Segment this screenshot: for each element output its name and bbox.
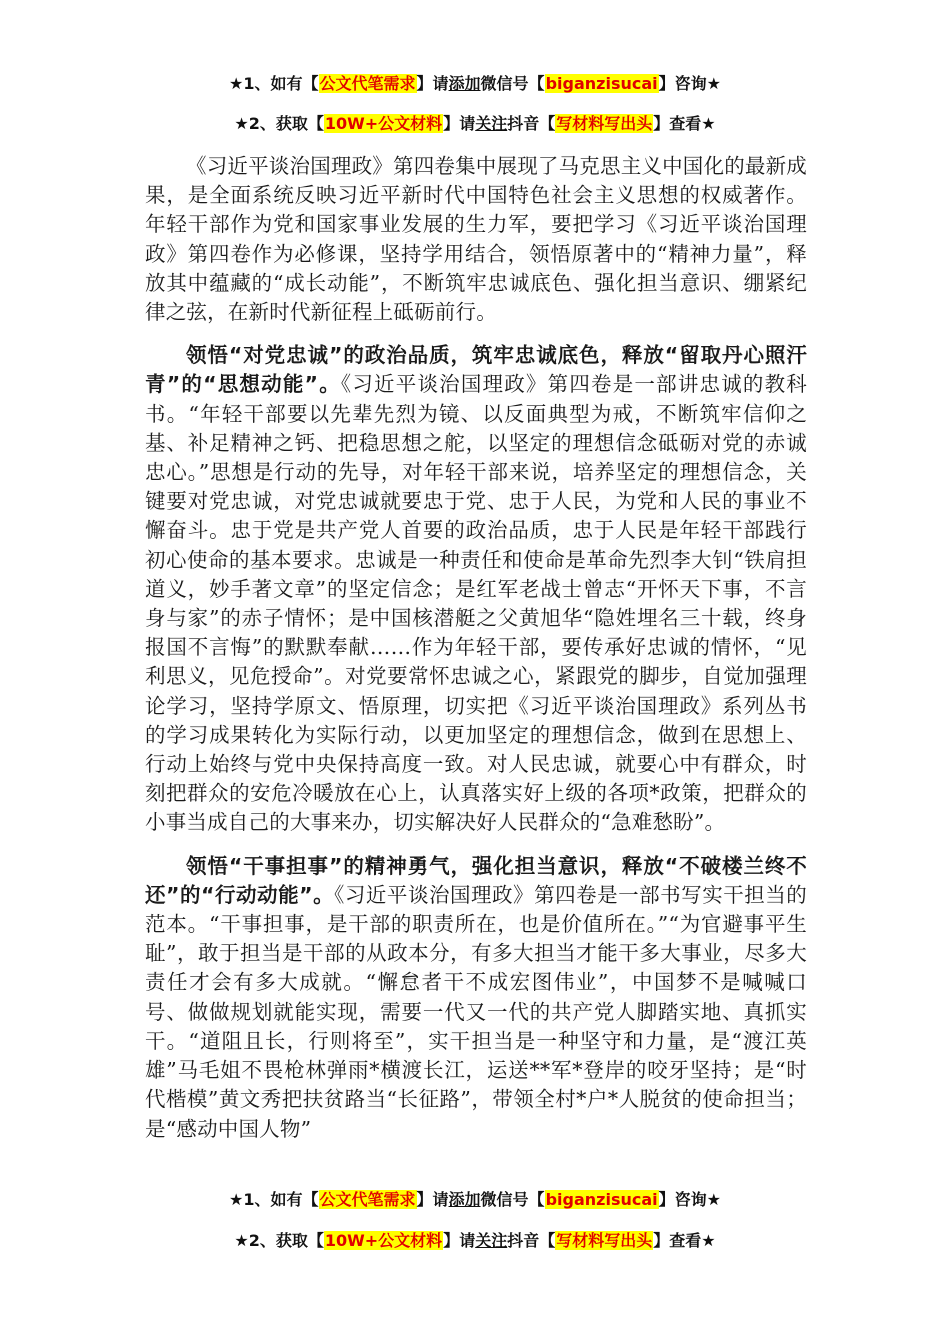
banner-highlight: 10W+公文材料 <box>324 114 443 133</box>
bottom-banner-line-1 <box>0 1187 950 1210</box>
paragraph-responsibility <box>145 852 807 1144</box>
paragraph-lead: 领悟“对党忠诚”的政治品质，筑牢忠诚底色，释放“留取丹心照汗青”的“思想动能”。 <box>145 343 807 397</box>
banner-underline: 关注 <box>475 1231 508 1250</box>
banner-text: ★2、获取【 <box>234 114 324 133</box>
banner-underline: 添加 <box>448 1190 481 1209</box>
banner-text: 微信号【 <box>480 1190 545 1209</box>
paragraph-text: 《习近平谈治国理政》第四卷是一部书写实干担当的范本。“干事担事，是干部的职责所在，也是价值所在。”“为官避事平生耻”，敢于担当是干部的从政本分，有多大担当才能干多大事业，尽多大责任才会有多大成就。“懈怠者干不成宏图伟业”，中国梦不是喊喊口号、做做规划就能实现，需要一代又一代的共产党人脚踏实地、真抓实干。“道阻且长，行则将至”，实干担当是一种坚守和力量，是“渡江英雄”马毛姐不畏枪林弹雨*横渡长江，运送**军*登岸的咬牙坚持；是“时代楷模”黄文秀把扶贫路当“长征路”，带领全村*户*人脱贫的使命担当；是“感动中国人物” <box>145 882 807 1141</box>
banner-underline: 添加 <box>448 74 481 93</box>
top-banner-line-1 <box>0 71 950 94</box>
banner-text: 】请 <box>416 1190 449 1209</box>
banner-text: 抖音【 <box>507 1231 556 1250</box>
banner-text: 】请 <box>443 1231 476 1250</box>
banner-highlight: 10W+公文材料 <box>324 1231 443 1250</box>
banner-underline: 关注 <box>475 114 508 133</box>
banner-text: 】咨询★ <box>658 74 721 93</box>
paragraph-intro: 《习近平谈治国理政》第四卷集中展现了马克思主义中国化的最新成果，是全面系统反映习近平新时代中国特色社会主义思想的权威著作。年轻干部作为党和国家事业发展的生力军，要把学习《习近平谈治国理政》第四卷作为必修课，坚持学用结合，领悟原著中的“精神力量”，释放其中蕴藏的“成长动能”，不断筑牢忠诚底色、强化担当意识、绷紧纪律之弦，在新时代新征程上砥砺前行。 <box>145 154 807 325</box>
bottom-banner-line-2 <box>0 1228 950 1251</box>
paragraph-text: 《习近平谈治国理政》第四卷是一部讲忠诚的教科书。“年轻干部要以先辈先烈为镜、以反面典型为戒，不断筑牢信仰之基、补足精神之钙、把稳思想之舵，以坚定的理想信念砥砺对党的赤诚忠心。”思想是行动的先导，对年轻干部来说，培养坚定的理想信念，关键要对党忠诚，对党忠诚就要忠于党、忠于人民，为党和人民的事业不懈奋斗。忠于党是共产党人首要的政治品质，忠于人民是年轻干部践行初心使命的基本要求。忠诚是一种责任和使命是革命先烈李大钊“铁肩担道义，妙手著文章”的坚定信念；是红军老战士曾志“开怀天下事，不言身与家”的赤子情怀；是中国核潜艇之父黄旭华“隐姓埋名三十载，终身报国不言悔”的默默奉献……作为年轻干部，要传承好忠诚的情怀，“见利思义，见危授命”。对党要常怀忠诚之心，紧跟党的脚步，自觉加强理论学习，坚持学原文、悟原理，切实把《习近平谈治国理政》系列丛书的学习成果转化为实际行动，以更加坚定的理想信念，做到在思想上、行动上始终与党中央保持高度一致。对人民忠诚，就要心中有群众，时刻把群众的安危冷暖放在心上，认真落实好上级的各项*政策，把群众的小事当成自己的大事来办，切实解决好人民群众的“急难愁盼”。 <box>145 372 808 835</box>
banner-text: ★1、如有【 <box>229 74 319 93</box>
banner-highlight: 公文代笔需求 <box>319 74 416 93</box>
top-banner-line-2 <box>0 111 950 134</box>
banner-highlight: biganzisucai <box>545 74 658 93</box>
banner-highlight: 写材料写出头 <box>556 1231 653 1250</box>
banner-text: ★1、如有【 <box>229 1190 319 1209</box>
banner-text: 抖音【 <box>507 114 556 133</box>
banner-text: 】查看★ <box>653 114 716 133</box>
banner-text: ★2、获取【 <box>234 1231 324 1250</box>
banner-text: 】咨询★ <box>658 1190 721 1209</box>
paragraph-loyalty <box>145 341 807 837</box>
banner-text: 微信号【 <box>480 74 545 93</box>
banner-text: 】请 <box>416 74 449 93</box>
paragraph-lead: 领悟“干事担事”的精神勇气，强化担当意识，释放“不破楼兰终不还”的“行动动能”。 <box>145 853 807 907</box>
banner-highlight: 写材料写出头 <box>556 114 653 133</box>
banner-highlight: 公文代笔需求 <box>319 1190 416 1209</box>
banner-text: 】查看★ <box>653 1231 716 1250</box>
banner-text: 】请 <box>443 114 476 133</box>
document-body <box>145 152 807 1158</box>
banner-highlight: biganzisucai <box>545 1190 658 1209</box>
